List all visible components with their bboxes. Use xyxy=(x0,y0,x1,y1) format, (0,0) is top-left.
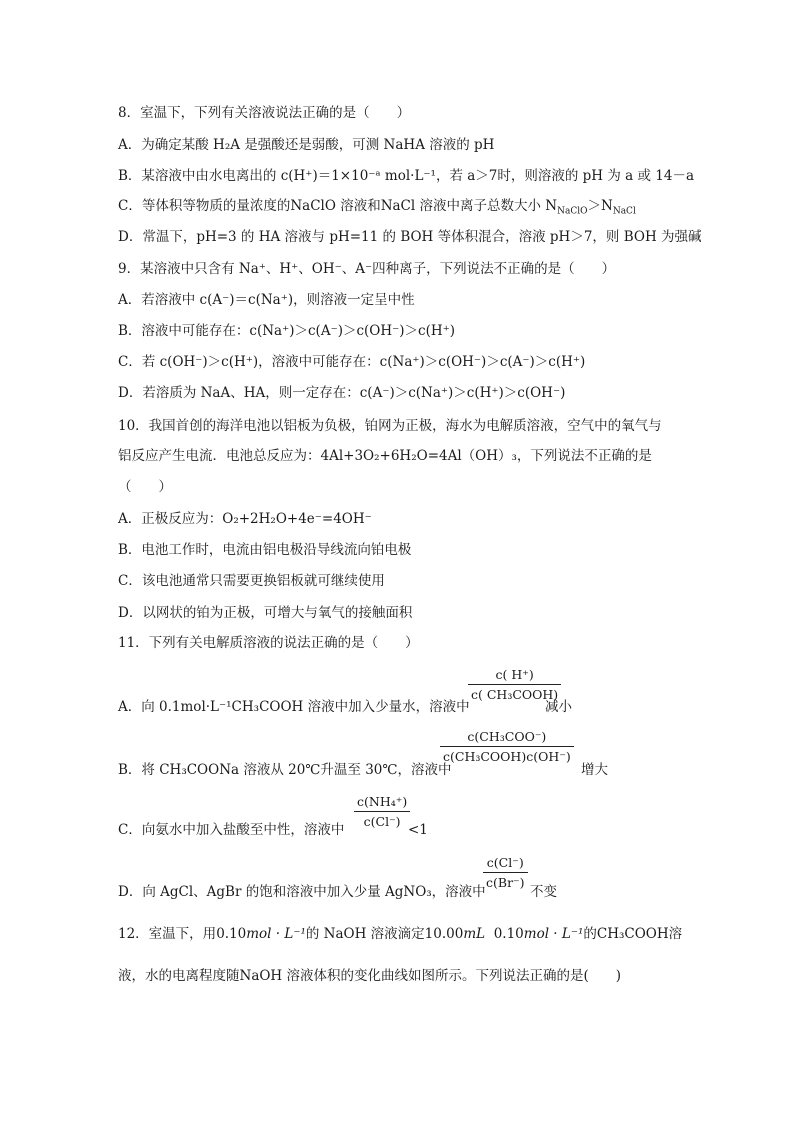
q11-c-tail: <1 xyxy=(408,822,428,838)
q11-stem: 11．下列有关电解质溶液的说法正确的是（ ） xyxy=(118,635,419,651)
q11-d-numerator: c(Cl⁻) xyxy=(483,855,528,873)
q11-option-b xyxy=(118,761,452,779)
q11-b-fraction xyxy=(440,729,574,764)
q8-option-d: D．常温下，pH=3 的 HA 溶液与 pH=11 的 BOH 等体积混合，溶液 pH＞7，则 BOH 为强碱 xyxy=(118,229,702,245)
q11-a-numerator: c( H⁺) xyxy=(468,667,561,685)
q11-option-d xyxy=(118,883,486,901)
q11-option-c-text: C．向氨水中加入盐酸至中性，溶液中 xyxy=(118,822,345,838)
q9-option-b: B．溶液中可能存在：c(Na⁺)＞c(A⁻)＞c(OH⁻)＞c(H⁺) xyxy=(118,323,456,339)
q8-option-c-text: C．等体积等物质的量浓度的NaClO 溶液和NaCl 溶液中离子总数大小 N xyxy=(118,198,558,214)
q12-text-b: 0.10 xyxy=(216,926,247,942)
q11-option-c xyxy=(118,821,344,839)
q12-text-m: NaOH xyxy=(239,968,283,984)
q10-option-a: A．正极反应为：O₂+2H₂O+4e⁻=4OH⁻ xyxy=(118,511,372,527)
q11-c-numerator: c(NH₄⁺) xyxy=(354,794,410,812)
q11-d-denominator: c(Br⁻) xyxy=(486,875,525,890)
q11-option-a-text: A．向 0.1mol·L⁻¹CH₃COOH 溶液中加入少量水，溶液中 xyxy=(118,699,470,715)
q10-stem-line3: （ ） xyxy=(118,479,172,495)
q8-option-c-sub2: NaCl xyxy=(612,206,636,217)
q11-option-d-text: D．向 AgCl、AgBr 的饱和溶液中加入少量 AgNO₃，溶液中 xyxy=(118,884,486,900)
q10-stem-line2: 铝反应产生电流．电池总反应为：4Al+3O₂+6H₂O=4Al（OH）₃，下列说法不正确的是 xyxy=(118,448,652,464)
q12-text-d: 的 NaOH 溶液滴定 xyxy=(305,926,425,942)
q11-d-fraction xyxy=(483,855,528,890)
q11-option-a xyxy=(118,698,470,716)
q11-b-denominator: c(CH₃COOH)c(OH⁻) xyxy=(443,749,571,764)
q10-option-c: C．该电池通常只需要更换铝板就可继续使用 xyxy=(118,573,385,589)
q11-c-fraction xyxy=(354,794,410,829)
q11-b-numerator: c(CH₃COO⁻) xyxy=(440,729,574,747)
q10-stem-line1: 10．我国首创的海洋电池以铝板为负极，铂网为正极，海水为电解质溶液，空气中的氧气与 xyxy=(118,418,662,434)
q11-a-denominator: c( CH₃COOH) xyxy=(471,687,559,702)
q9-stem: 9．某溶液中只含有 Na⁺、H⁺、OH⁻、A⁻四种离子，下列说法不正确的是（ ） xyxy=(118,261,616,277)
q11-a-tail: 减小 xyxy=(545,699,572,715)
q10-option-b: B．电池工作时，电流由铝电极沿导线流向铂电极 xyxy=(118,542,412,558)
q12-stem-line1 xyxy=(118,925,682,943)
q12-text-g: 0.10 xyxy=(493,926,524,942)
q8-option-b: B．某溶液中由水电离出的 c(H⁺)＝1×10⁻ᵃ mol·L⁻¹，若 a＞7时，则溶液的 pH 为 a 或 14－a xyxy=(118,168,695,184)
q12-text-f: mL xyxy=(463,926,486,942)
q8-option-c-mid: ＞N xyxy=(587,198,613,214)
q11-b-tail: 增大 xyxy=(581,762,608,778)
q8-option-c xyxy=(118,197,636,215)
q11-c-denominator: c(Cl⁻) xyxy=(363,814,401,829)
q12-text-k: 溶 xyxy=(668,926,683,942)
q11-option-b-text: B．将 CH₃COONa 溶液从 20℃升温至 30℃，溶液中 xyxy=(118,762,452,778)
q12-stem-line2 xyxy=(118,967,621,985)
q8-stem: 8．室温下，下列有关溶液说法正确的是（ ） xyxy=(118,105,411,121)
q12-text-j: CH₃COOH xyxy=(596,926,669,942)
q9-option-a: A．若溶液中 c(A⁻)＝c(Na⁺)，则溶液一定呈中性 xyxy=(118,292,415,308)
q8-option-c-sub1: NaClO xyxy=(557,206,588,217)
q9-option-c: C．若 c(OH⁻)＞c(H⁺)，溶液中可能存在：c(Na⁺)＞c(OH⁻)＞c(A⁻)＞c(H⁺) xyxy=(118,354,586,370)
q12-text-c: mol · L⁻¹ xyxy=(246,926,306,942)
q11-a-fraction xyxy=(468,667,561,702)
q12-text-n: 溶液体积的变化曲线如图所示。下列说法正确的是( ) xyxy=(286,968,622,984)
q8-option-a: A．为确定某酸 H₂A 是强酸还是弱酸，可测 NaHA 溶液的 pH xyxy=(118,137,495,153)
q11-d-tail: 不变 xyxy=(530,884,557,900)
q12-text-a: 12．室温下，用 xyxy=(118,926,217,942)
q12-text-l: 液，水的电离程度随 xyxy=(118,968,240,984)
q12-text-h: mol · L⁻¹ xyxy=(523,926,584,942)
q9-option-d: D．若溶质为 NaA、HA，则一定存在：c(A⁻)＞c(Na⁺)＞c(H⁺)＞c(OH⁻) xyxy=(118,385,566,401)
q12-text-e: 10.00 xyxy=(424,926,464,942)
q12-text-i: 的 xyxy=(583,926,597,942)
q10-option-d: D．以网状的铂为正极，可增大与氧气的接触面积 xyxy=(118,605,413,621)
